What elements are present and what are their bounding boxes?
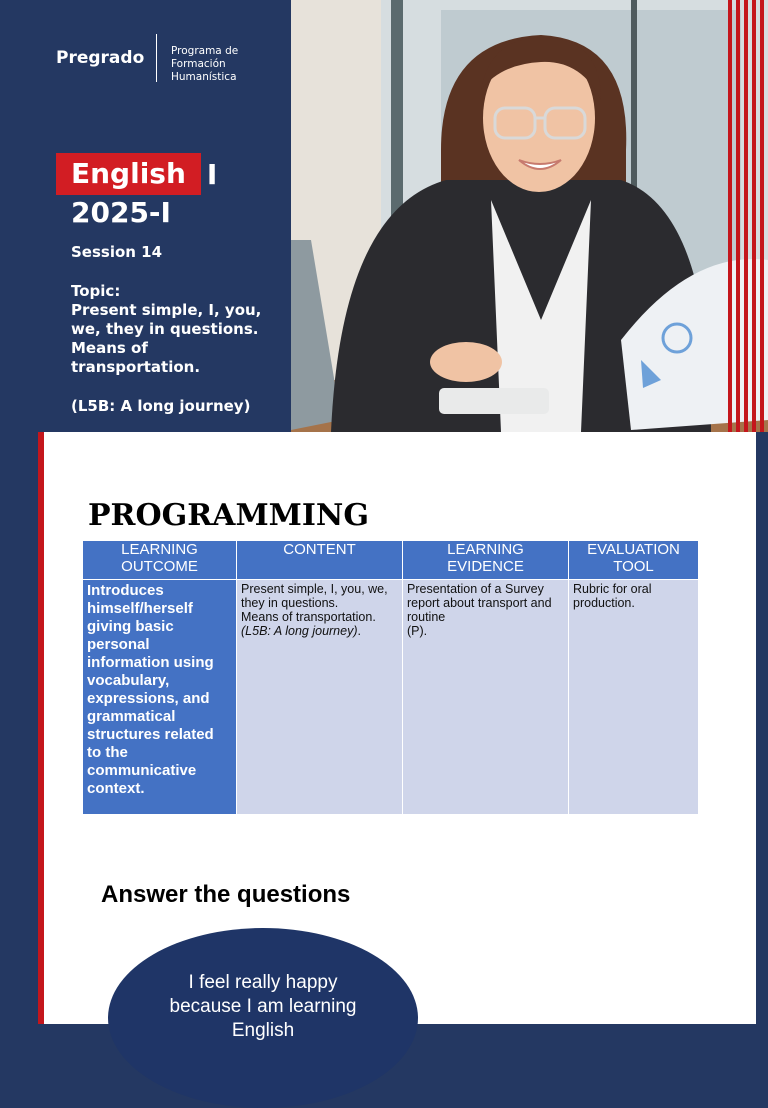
topic-line: Present simple, I, you, [71, 301, 262, 319]
answer-bubble [108, 928, 418, 1108]
bubble-line: I feel really happy [188, 972, 338, 993]
course-level: I [206, 157, 218, 191]
programming-slide [38, 432, 756, 1041]
topic-line: transportation. [71, 358, 201, 376]
session-label: Session 14 [71, 243, 163, 261]
content-lesson-italic: (L5B: A long journey) [241, 624, 358, 638]
topic-label: Topic: [71, 282, 121, 300]
header-content: CONTENT [237, 541, 403, 580]
programming-table [82, 540, 699, 815]
answer-heading: Answer the questions [101, 881, 351, 908]
header-evaluation-tool: EVALUATION TOOL [569, 541, 699, 580]
program-line: Humanística [171, 71, 237, 83]
decorative-stripe [760, 0, 764, 432]
program-line: Programa de [171, 45, 239, 57]
brand-name: Pregrado [56, 48, 145, 68]
evidence-line: (P). [407, 624, 428, 638]
content-cell [237, 580, 403, 815]
course-title-highlight: English [56, 153, 201, 195]
learning-evidence-cell [403, 580, 569, 815]
bubble-line: because I am learning [169, 996, 357, 1017]
course-title [56, 153, 217, 195]
header-learning-outcome: LEARNING OUTCOME [83, 541, 237, 580]
topic-line: Means of [71, 339, 148, 357]
header-learning-evidence: LEARNING EVIDENCE [403, 541, 569, 580]
decorative-stripe [728, 0, 732, 432]
programming-heading: PROGRAMMING [88, 498, 369, 533]
bubble-line: English [231, 1020, 295, 1041]
brand-divider [156, 34, 157, 82]
lesson-label: (L5B: A long journey) [71, 397, 251, 415]
course-year: 2025-I [71, 196, 171, 229]
content-line: Present simple, I, you, we, they in questions. [241, 582, 388, 610]
table-header-row [83, 541, 699, 580]
learning-outcome-cell: Introduces himself/herself giving basic personal information using vocabulary, expressions, and grammatical structures related to the communicative context. [83, 580, 237, 815]
decorative-stripe [752, 0, 756, 432]
content-lesson-suffix: . [357, 624, 361, 638]
cover-photo [291, 0, 768, 432]
cover-slide [0, 0, 768, 432]
content-line: Means of transportation. [241, 610, 376, 624]
topic-line: we, they in questions. [71, 320, 259, 338]
program-name [171, 45, 238, 84]
content-lesson [241, 624, 398, 638]
evidence-line: Presentation of a Survey report about transport and routine [407, 582, 552, 624]
program-line: Formación [171, 58, 226, 70]
decorative-stripe [736, 0, 740, 432]
evaluation-tool-cell: Rubric for oral production. [569, 580, 699, 815]
decorative-stripe [744, 0, 748, 432]
table-row [83, 580, 699, 815]
woman-at-desk-image [291, 0, 768, 432]
